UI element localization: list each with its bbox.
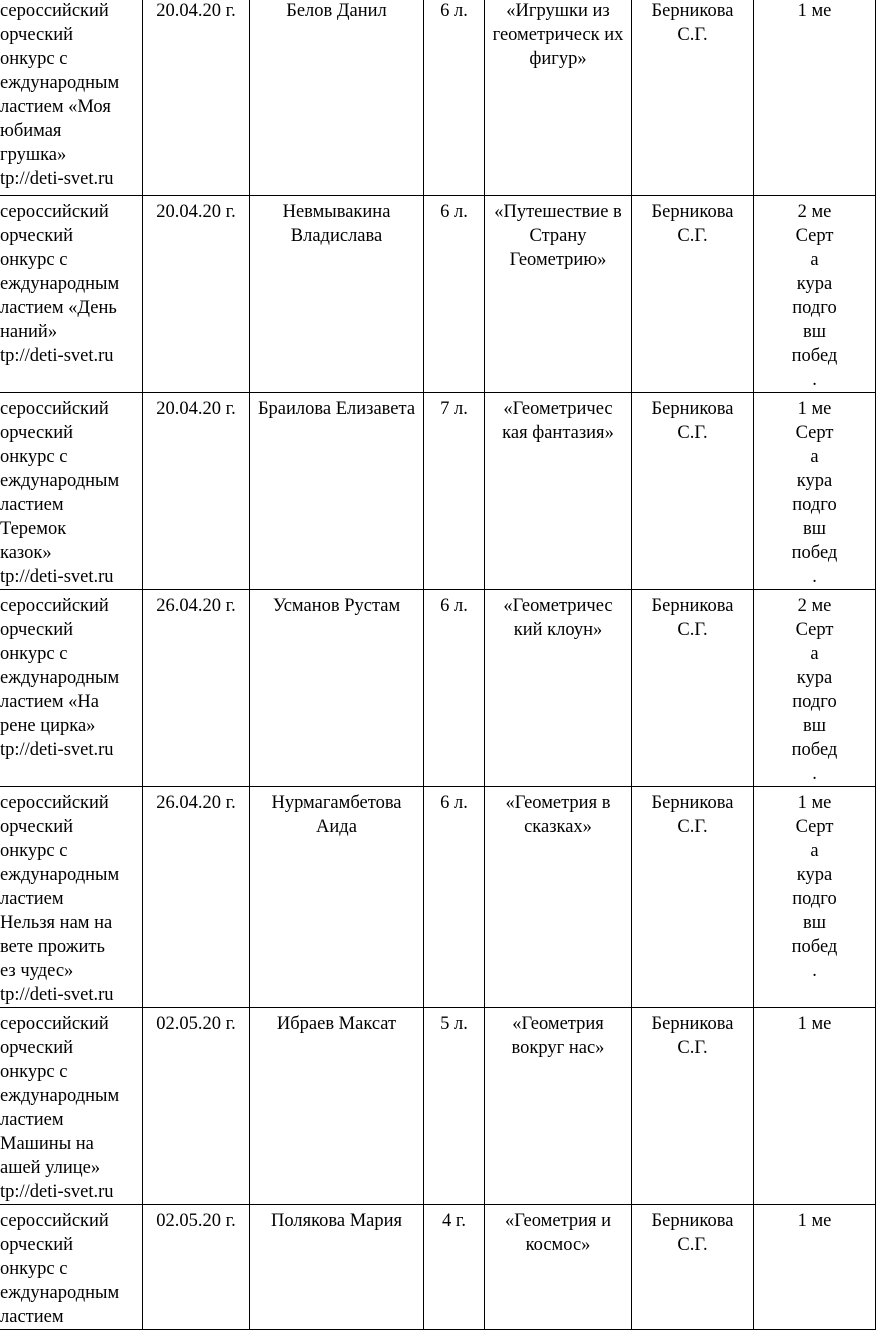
work-title-cell: «Игрушки из геометрическ их фигур»	[485, 0, 632, 196]
participant-name-cell: Невмывакина Владислава	[250, 196, 424, 393]
date-cell: 02.05.20 г.	[143, 1008, 250, 1205]
participant-name-cell: Браилова Елизавета	[250, 393, 424, 590]
date-cell: 20.04.20 г.	[143, 393, 250, 590]
contest-cell: сероссийский орческий онкурс с еждународным ластием Машины на ашей улице» tp://deti-svet.ru	[0, 1008, 143, 1205]
participant-name-cell: Усманов Рустам	[250, 590, 424, 787]
result-cell: 1 ме	[754, 1008, 876, 1205]
age-cell: 6 л.	[424, 787, 485, 1008]
result-cell: 1 ме Серт а кура подго вш побед .	[754, 787, 876, 1008]
date-cell: 26.04.20 г.	[143, 590, 250, 787]
table-row	[0, 1205, 876, 1330]
teacher-cell: Берникова С.Г.	[632, 590, 754, 787]
teacher-cell: Берникова С.Г.	[632, 787, 754, 1008]
contest-cell: сероссийский орческий онкурс с еждународным ластием «На рене цирка» tp://deti-svet.ru	[0, 590, 143, 787]
age-cell: 5 л.	[424, 1008, 485, 1205]
date-cell: 20.04.20 г.	[143, 0, 250, 196]
contest-cell: сероссийский орческий онкурс с еждународным ластием «Моя юбимая грушка» tp://deti-svet.ru	[0, 0, 143, 196]
table-row	[0, 196, 876, 393]
age-cell: 6 л.	[424, 590, 485, 787]
date-cell: 26.04.20 г.	[143, 787, 250, 1008]
result-cell: 2 ме Серт а кура подго вш побед .	[754, 196, 876, 393]
table-row	[0, 0, 876, 196]
table-row	[0, 1008, 876, 1205]
participant-name-cell: Нурмагамбетова Аида	[250, 787, 424, 1008]
teacher-cell: Берникова С.Г.	[632, 393, 754, 590]
table-row	[0, 393, 876, 590]
teacher-cell: Берникова С.Г.	[632, 1008, 754, 1205]
result-cell: 1 ме Серт а кура подго вш побед .	[754, 393, 876, 590]
age-cell: 4 г.	[424, 1205, 485, 1330]
work-title-cell: «Геометричес кий клоун»	[485, 590, 632, 787]
teacher-cell: Берникова С.Г.	[632, 196, 754, 393]
contest-cell: сероссийский орческий онкурс с еждународным ластием Теремок казок» tp://deti-svet.ru	[0, 393, 143, 590]
work-title-cell: «Геометрия в сказках»	[485, 787, 632, 1008]
age-cell: 6 л.	[424, 0, 485, 196]
result-cell: 2 ме Серт а кура подго вш побед .	[754, 590, 876, 787]
age-cell: 7 л.	[424, 393, 485, 590]
teacher-cell: Берникова С.Г.	[632, 0, 754, 196]
table-row	[0, 787, 876, 1008]
result-cell: 1 ме	[754, 1205, 876, 1330]
work-title-cell: «Путешествие в Страну Геометрию»	[485, 196, 632, 393]
work-title-cell: «Геометричес кая фантазия»	[485, 393, 632, 590]
contest-cell: сероссийский орческий онкурс с еждународным ластием Нельзя нам на вете прожить ез чудес» tp://deti-svet.ru	[0, 787, 143, 1008]
participant-name-cell: Полякова Мария	[250, 1205, 424, 1330]
work-title-cell: «Геометрия вокруг нас»	[485, 1008, 632, 1205]
teacher-cell: Берникова С.Г.	[632, 1205, 754, 1330]
date-cell: 20.04.20 г.	[143, 196, 250, 393]
participant-name-cell: Ибраев Максат	[250, 1008, 424, 1205]
work-title-cell: «Геометрия и космос»	[485, 1205, 632, 1330]
date-cell: 02.05.20 г.	[143, 1205, 250, 1330]
contest-cell: сероссийский орческий онкурс с еждународным ластием «День наний» tp://deti-svet.ru	[0, 196, 143, 393]
result-cell: 1 ме	[754, 0, 876, 196]
participant-name-cell: Белов Данил	[250, 0, 424, 196]
contest-cell: сероссийский орческий онкурс с еждународным ластием	[0, 1205, 143, 1330]
age-cell: 6 л.	[424, 196, 485, 393]
table-row	[0, 590, 876, 787]
